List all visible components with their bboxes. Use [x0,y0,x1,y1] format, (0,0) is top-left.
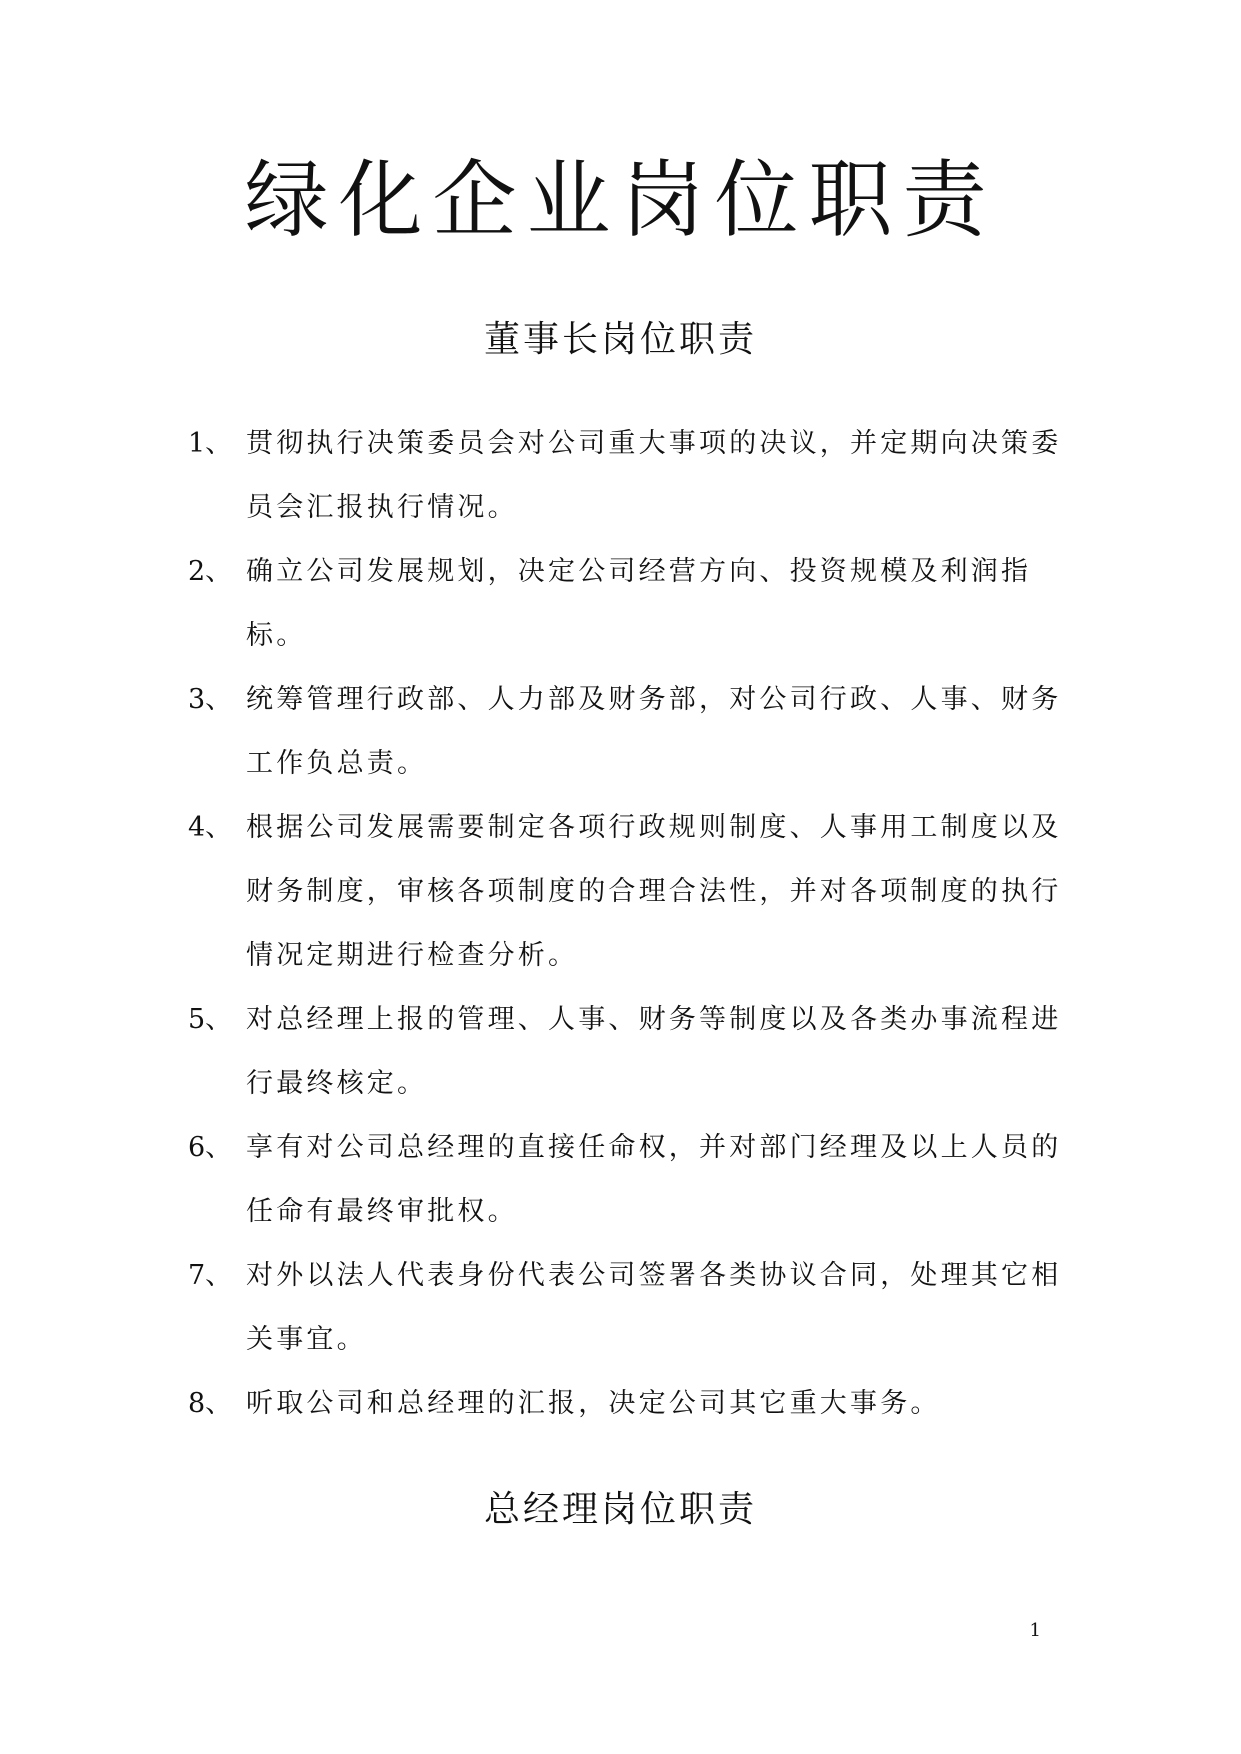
section-heading-general-manager: 总经理岗位职责 [483,1489,757,1530]
document-title: 绿化企业岗位职责 [244,151,997,249]
duty-number: 5、 [188,1004,233,1035]
duty-item [188,540,1068,668]
duty-text: 听取公司和总经理的汇报，决定公司其它重大事务。 [246,1388,941,1419]
section-heading-chairman: 董事长岗位职责 [483,319,757,360]
duty-item [188,1244,1068,1372]
duty-number: 7、 [188,1260,233,1291]
duty-text: 贯彻执行决策委员会对公司重大事项的决议，并定期向决策委员会汇报执行情况。 [246,428,1062,523]
duty-number: 2、 [188,556,233,587]
duty-item [188,1372,1068,1436]
duty-number: 6、 [188,1132,233,1163]
duty-item [188,1116,1068,1244]
page-number: 1 [1029,1620,1041,1641]
duty-text: 统筹管理行政部、人力部及财务部，对公司行政、人事、财务工作负总责。 [246,684,1062,779]
duty-item [188,412,1068,540]
duty-number: 4、 [188,812,233,843]
duty-text: 享有对公司总经理的直接任命权，并对部门经理及以上人员的任命有最终审批权。 [246,1132,1062,1227]
duty-text: 根据公司发展需要制定各项行政规则制度、人事用工制度以及财务制度，审核各项制度的合理合法性，并对各项制度的执行情况定期进行检查分析。 [246,812,1062,971]
duty-number: 3、 [188,684,233,715]
duty-text: 对外以法人代表身份代表公司签署各类协议合同，处理其它相关事宜。 [246,1260,1062,1355]
duty-number: 8、 [188,1388,233,1419]
duty-text: 对总经理上报的管理、人事、财务等制度以及各类办事流程进行最终核定。 [246,1004,1062,1099]
duty-item [188,988,1068,1116]
duty-item [188,796,1068,988]
duty-text: 确立公司发展规划，决定公司经营方向、投资规模及利润指标。 [246,556,1032,651]
duty-item [188,668,1068,796]
duty-number: 1、 [188,428,233,459]
chairman-duty-list [188,412,1068,1436]
